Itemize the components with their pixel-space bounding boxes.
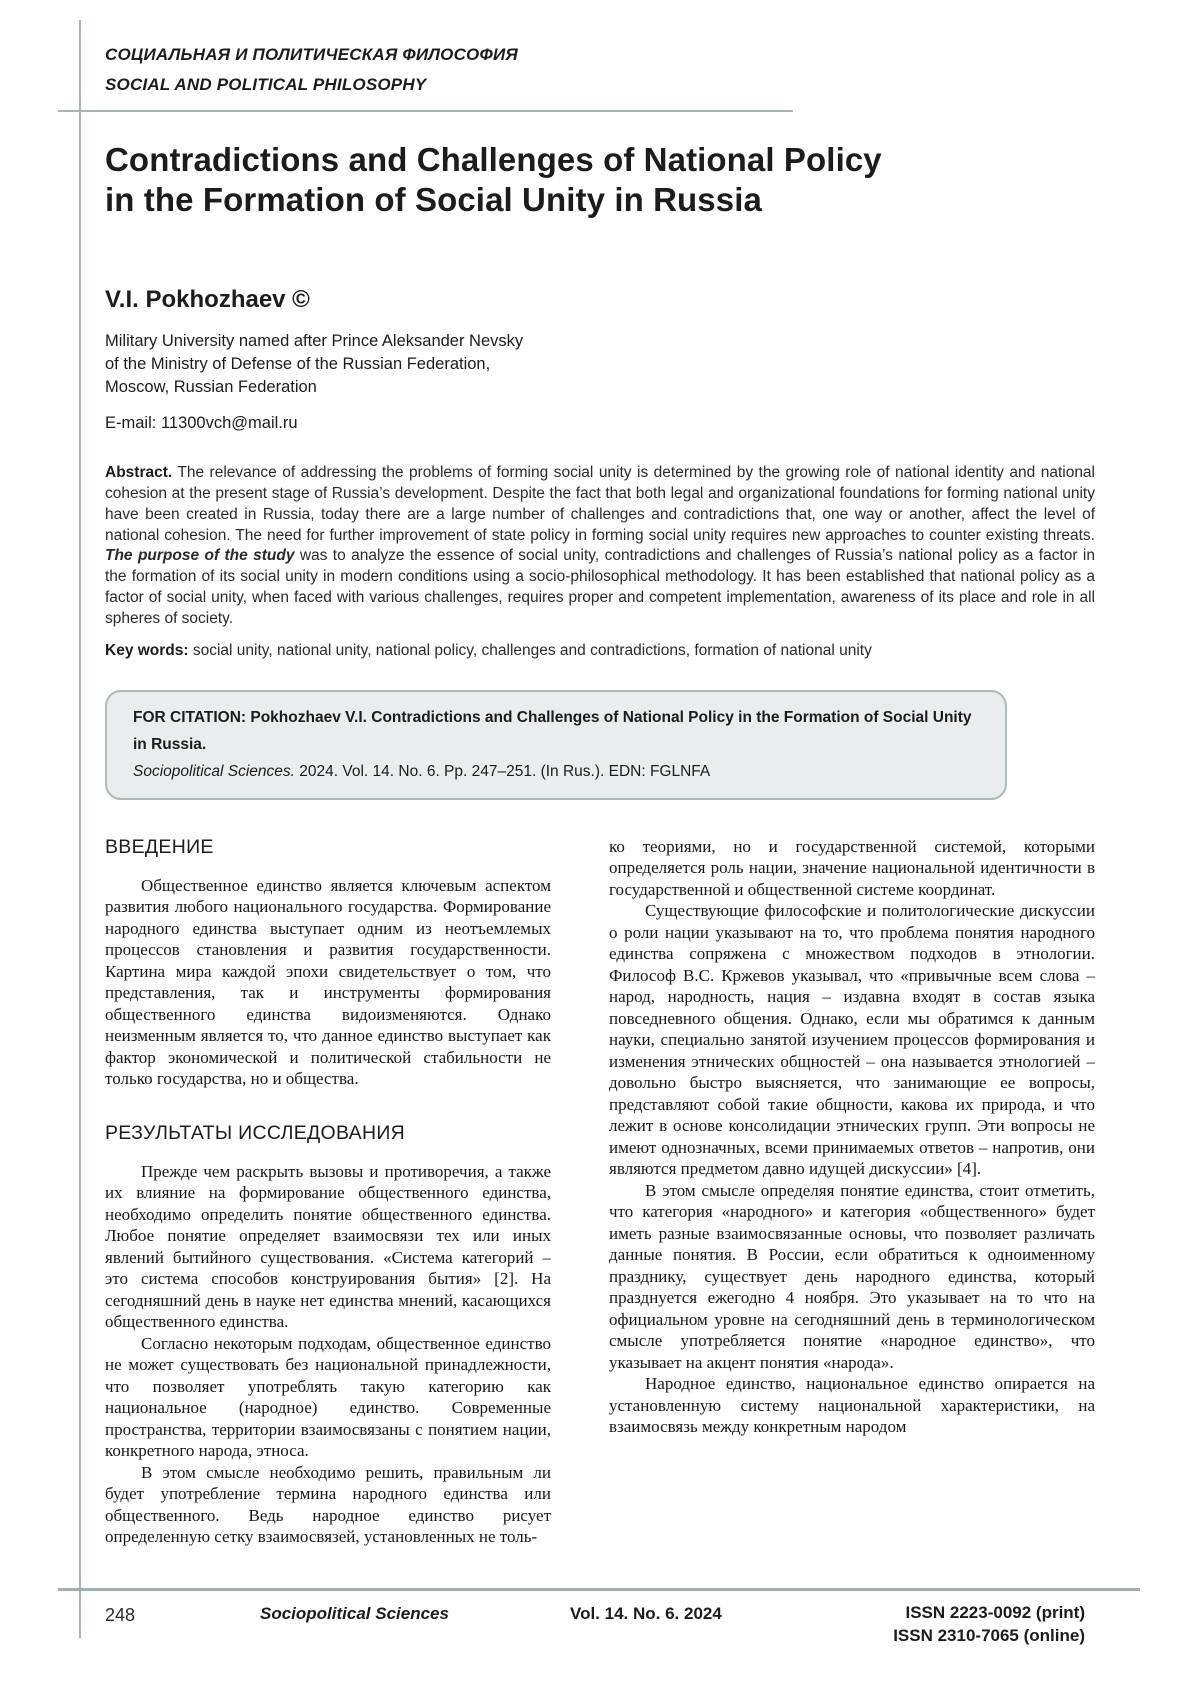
results-paragraph: В этом смысле определяя понятие единства, стоит отметить, что категория «народного» и категория «общественного» будет иметь разные взаимосвязанные основы, что позволяет различать данные понятия. В России, если обратиться к одноименному празднику, существует день народного единства, который празднуется ежегодно 4 ноября. Это указывает на то что на официальном уровне на сегодняшний день в терминологическом смысле употребляется понятие «народное единство», что указывает на акцент понятия «народа». (609, 1180, 1095, 1372)
results-paragraph: Народное единство, национальное единство опирается на установленную систему национальной характеристики, на взаимосвязь между конкретным народом (609, 1374, 1095, 1437)
abstract (105, 463, 1095, 629)
results-heading: РЕЗУЛЬТАТЫ ИССЛЕДОВАНИЯ (105, 1121, 406, 1144)
footer-journal-name: Sociopolitical Sciences (260, 1604, 449, 1623)
results-paragraph: Прежде чем раскрыть вызовы и противоречия, а также их влияние на формирование общественного единства, необходимо определить понятие общественного единства. Любое понятие определяет взаимосвязи тех или иных явлений бытийного существования. «Система категорий – это система способов конструирования бытия» [2]. На сегодняшний день в науке нет единства мнений, касающихся общественного единства. (105, 1161, 551, 1332)
page-number: 248 (105, 1605, 136, 1625)
citation-line2-rest: 2024. Vol. 14. No. 6. Pp. 247–251. (In Rus.). EDN: FGLNFA (294, 763, 711, 781)
footer-issue-info: Vol. 14. No. 6. 2024 (570, 1604, 722, 1623)
two-column-body (105, 836, 1095, 1548)
keywords-text: social unity, national unity, national policy, challenges and contradictions, formation of national unity (188, 642, 872, 660)
introduction-heading: ВВЕДЕНИЕ (105, 835, 214, 858)
body-column-right (609, 836, 1095, 1548)
abstract-purpose-emphasis: The purpose of the study (105, 547, 295, 565)
abstract-text-after: was to analyze the essence of social unity, contradictions and challenges of Russia’s national policy as a factor in the formation of its social unity in modern conditions using a socio-philosophical methodology. It has been established that national policy as a factor of social unity, when faced with various challenges, requires proper and competent implementation, awareness of its place and role in all spheres of society. (105, 547, 1095, 627)
keywords-label: Key words: (105, 642, 189, 660)
section-rubric (105, 0, 1095, 100)
abstract-label: Abstract. (105, 464, 173, 482)
citation-line1: FOR CITATION: Pokhozhaev V.I. Contradictions and Challenges of National Policy in the Formation of Social Unity in Russia. (133, 709, 972, 754)
affiliation-line: of the Ministry of Defense of the Russian Federation, (105, 354, 491, 373)
email-address: 11300vch@mail.ru (160, 414, 298, 433)
results-paragraph-continuation: ко теориями, но и государственной системой, которыми определяется роль нации, значение национальной идентичности в государственной и общественной системе координат. (609, 836, 1095, 899)
results-paragraph: Согласно некоторым подходам, общественное единство не может существовать без национальной принадлежности, что позволяет употреблять такую категорию как национальное (народное) единство. Современные пространства, территории взаимосвязаны с понятием нации, конкретного народа, этноса. (105, 1333, 551, 1461)
article-title (105, 140, 1095, 221)
for-citation-box (105, 690, 1007, 799)
author-name: V.I. Pokhozhaev © (105, 286, 310, 313)
footer-divider-rule (58, 1588, 1140, 1591)
results-paragraph: Существующие философские и политологические дискуссии о роли нации указывают на то, что проблема понятия народного единства сопряжена с множеством подходов в этнологии. Философ В.С. Кржевов указывал, что «привычные всем слова – народ, народность, нация – издавна входят в состав языка повседневного общения. Однако, если мы обратимся к данным науки, специально занятой изучением процессов формирования и изменения этнических общностей – она называется этнологией – довольно быстро выясняется, что занимающие ее вопросы, представляют собой такие общности, какова их природа, и что лежит в основе консолидации этнических групп. Эти вопросы не имеют однозначных, всеми принимаемых ответов – напротив, они являются предметом давно идущей дискуссии» [4]. (609, 901, 1095, 1179)
page-content (105, 0, 1095, 1548)
rubric-russian: СОЦИАЛЬНАЯ И ПОЛИТИЧЕСКАЯ ФИЛОСОФИЯ (105, 45, 518, 64)
author-email-row (105, 414, 1095, 433)
results-paragraph: В этом смысле необходимо решить, правильным ли будет употребление термина народного единства или общественного. Ведь народное единство рисует определенную сетку взаимосвязей, установленных не толь- (105, 1462, 551, 1547)
abstract-text-before: The relevance of addressing the problems of forming social unity is determined by the growing role of national identity and national cohesion at the present stage of Russia’s development. Despite the fact that both legal and organizational foundations for forming national unity have been created in Russia, today there are a large number of challenges and contradictions that, one way or another, affect the level of national cohesion. The need for further improvement of state policy in forming social unity requires new approaches to counter existing threats. (105, 464, 1095, 544)
issn-online: ISSN 2310-7065 (online) (893, 1625, 1085, 1645)
article-title-line1: Contradictions and Challenges of National Policy (105, 140, 882, 178)
email-label: E-mail: (105, 414, 157, 433)
affiliation-line: Military University named after Prince Aleksander Nevsky (105, 332, 524, 350)
intro-paragraph: Общественное единство является ключевым аспектом развития любого национального государства. Формирование народного единства выступает одним из неотъемлемых процессов становления и развития государственности. Картина мира каждой эпохи свидетельствует о том, что представления, так и инструменты формирования общественного единства видоизменяются. Однако неизменным является то, что данное единство выступает как фактор экономической и политической стабильности не только государства, но и общества. (105, 875, 551, 1089)
issn-print: ISSN 2223-0092 (print) (905, 1603, 1085, 1622)
rubric-english: SOCIAL AND POLITICAL PHILOSOPHY (105, 74, 427, 94)
author-affiliation (105, 330, 1095, 398)
article-title-line2: in the Formation of Social Unity in Russia (105, 180, 762, 218)
body-column-left (105, 836, 551, 1548)
affiliation-line: Moscow, Russian Federation (105, 377, 317, 396)
footer-issn-block (893, 1602, 1085, 1648)
left-vertical-rule (79, 20, 81, 1638)
citation-journal-name: Sociopolitical Sciences. (133, 763, 295, 781)
keywords (105, 641, 1095, 662)
